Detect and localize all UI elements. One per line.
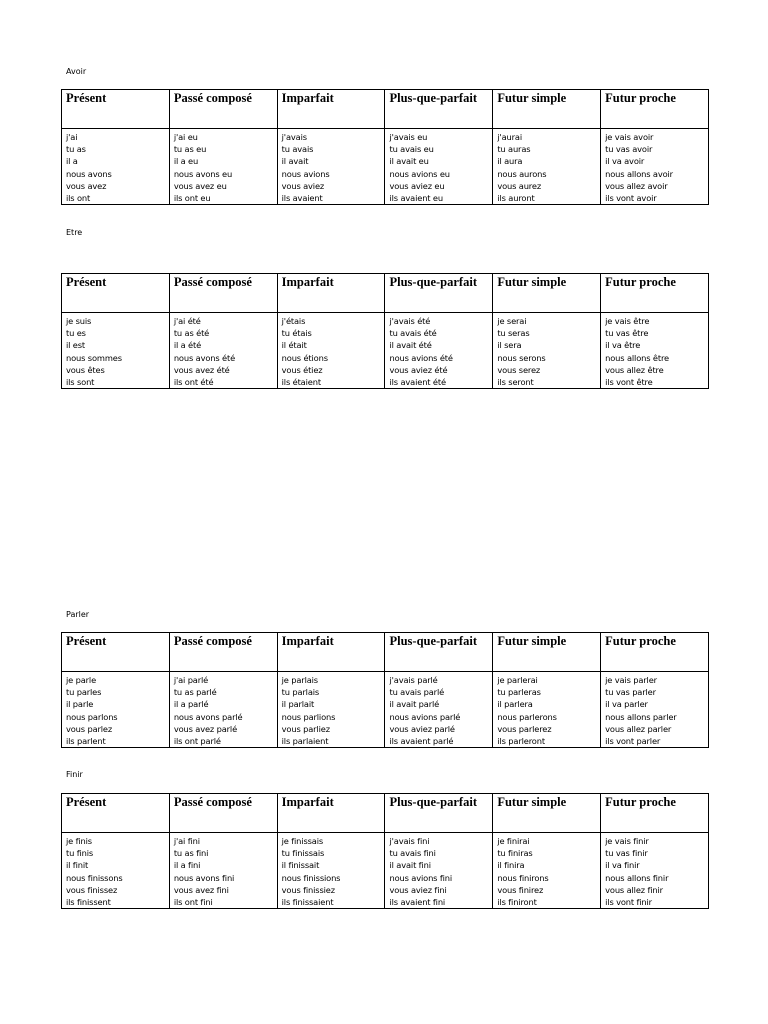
verb-form: nous parlons	[66, 711, 118, 722]
verb-form: vous avez été	[173, 364, 230, 375]
conjugation-cell	[62, 672, 170, 748]
tense-header-cell	[169, 794, 277, 833]
verb-form: il finissait	[281, 860, 320, 871]
tense-header: Présent	[66, 91, 107, 105]
verb-form: nous finissions	[281, 872, 341, 883]
tense-header-cell	[62, 90, 170, 129]
verb-form: tu avais été	[389, 328, 437, 339]
verb-form: il parlait	[281, 699, 315, 710]
tense-header-cell	[493, 90, 601, 129]
conjugation-cell	[169, 129, 277, 205]
verb-title-finir: Finir	[66, 770, 83, 779]
verb-form: tu as parlé	[173, 687, 217, 698]
verb-form: j'aurai	[497, 132, 522, 142]
verb-form: vous aviez fini	[389, 884, 447, 895]
conjugation-cell	[277, 833, 385, 909]
verb-form: tu as fini	[173, 848, 209, 859]
verb-form: il avait été	[389, 340, 432, 351]
conjugation-cell	[62, 833, 170, 909]
tense-header: Imparfait	[281, 795, 334, 809]
verb-form: tu vas être	[605, 328, 649, 339]
tense-header: Imparfait	[281, 275, 334, 289]
verb-form: j'ai été	[173, 316, 201, 326]
verb-form: tu vas avoir	[605, 144, 653, 155]
verb-form: il a eu	[173, 156, 199, 167]
verb-form: je finissais	[281, 836, 324, 846]
verb-form: je finirai	[497, 836, 530, 846]
conjugation-cell	[493, 833, 601, 909]
tense-header-cell	[277, 274, 385, 313]
conjugation-cell	[493, 129, 601, 205]
verb-form: ils avaient été	[389, 377, 446, 388]
verb-form: ils ont parlé	[173, 736, 221, 747]
verb-form: il va parler	[605, 699, 648, 710]
verb-title-parler: Parler	[66, 610, 90, 619]
verb-form: tu parles	[66, 687, 102, 698]
verb-form: vous finissez	[66, 884, 118, 895]
verb-form: tu avais parlé	[389, 687, 445, 698]
verb-form: vous étiez	[281, 364, 323, 375]
conjugation-cell	[62, 313, 170, 389]
verb-form: nous finissons	[66, 872, 123, 883]
verb-form: il a parlé	[173, 699, 209, 710]
table-body-row	[62, 672, 709, 748]
table-body-row	[62, 833, 709, 909]
verb-form: tu avais fini	[389, 848, 436, 859]
verb-form: ils parleront	[497, 736, 545, 747]
verb-form: il a fini	[173, 860, 201, 871]
verb-form: vous aurez	[497, 180, 542, 191]
verb-form: vous allez avoir	[605, 180, 668, 191]
conjugation-cell	[493, 672, 601, 748]
verb-form: ils vont finir	[605, 897, 652, 908]
conjugation-cell	[601, 833, 709, 909]
verb-title-etre: Etre	[66, 228, 83, 237]
tense-header: Futur proche	[605, 275, 676, 289]
conjugation-cell	[385, 129, 493, 205]
verb-form: nous allons être	[605, 352, 669, 363]
verb-form: je suis	[66, 316, 92, 326]
tense-header: Futur simple	[497, 91, 567, 105]
tense-header-cell	[169, 633, 277, 672]
tense-header: Présent	[66, 275, 107, 289]
verb-form: nous finirons	[497, 872, 549, 883]
verb-form: nous avions	[281, 168, 330, 179]
verb-form: ils ont	[66, 193, 91, 204]
conjugation-cell	[62, 129, 170, 205]
verb-form: ils auront	[497, 193, 535, 204]
verb-form: nous avons eu	[173, 168, 233, 179]
verb-form: ils finiront	[497, 897, 537, 908]
tense-header-cell	[493, 274, 601, 313]
verb-form: nous avons parlé	[173, 711, 243, 722]
verb-form: ils avaient fini	[389, 897, 446, 908]
verb-form: ils finissent	[66, 897, 111, 908]
verb-form: tu as	[66, 144, 86, 155]
conjugation-cell	[601, 129, 709, 205]
conjugation-cell	[601, 672, 709, 748]
verb-form: je vais finir	[605, 836, 649, 846]
tense-header-cell	[601, 794, 709, 833]
verb-form: il va finir	[605, 860, 640, 871]
tense-header-cell	[277, 633, 385, 672]
verb-form: nous allons avoir	[605, 168, 673, 179]
conjugation-cell	[493, 313, 601, 389]
verb-form: il finit	[66, 860, 89, 871]
verb-form: tu seras	[497, 328, 530, 339]
verb-form: tu auras	[497, 144, 531, 155]
verb-form: j'ai eu	[173, 132, 198, 142]
table-body-row	[62, 129, 709, 205]
verb-form: il avait fini	[389, 860, 431, 871]
verb-form: tu étais	[281, 328, 312, 339]
tense-header-cell	[62, 633, 170, 672]
tense-header: Plus-que-parfait	[389, 795, 477, 809]
verb-form: je vais parler	[605, 675, 657, 685]
tense-header: Passé composé	[173, 91, 252, 105]
verb-form: ils seront	[497, 377, 534, 388]
verb-form: nous parlerons	[497, 711, 557, 722]
tense-header: Passé composé	[173, 634, 252, 648]
verb-form: nous étions	[281, 352, 328, 363]
verb-form: j'ai fini	[173, 836, 200, 846]
tense-header-cell	[601, 274, 709, 313]
conjugation-cell	[385, 672, 493, 748]
conjugation-table-avoir	[61, 89, 709, 205]
verb-form: vous aviez eu	[389, 180, 445, 191]
tense-header: Passé composé	[173, 275, 252, 289]
verb-form: nous serons	[497, 352, 546, 363]
verb-form: j'avais été	[389, 316, 431, 326]
verb-form: j'étais	[281, 316, 306, 326]
tense-header: Futur proche	[605, 634, 676, 648]
verb-form: tu finiras	[497, 848, 533, 859]
verb-form: nous avons fini	[173, 872, 235, 883]
table-body-row	[62, 313, 709, 389]
verb-form: je serai	[497, 316, 527, 326]
conjugation-cell	[169, 672, 277, 748]
tense-header: Imparfait	[281, 91, 334, 105]
tense-header: Passé composé	[173, 795, 252, 809]
conjugation-cell	[169, 313, 277, 389]
verb-form: j'avais eu	[389, 132, 428, 142]
verb-form: tu finissais	[281, 848, 325, 859]
verb-form: tu as été	[173, 328, 210, 339]
verb-form: il sera	[497, 340, 522, 351]
tense-header-cell	[385, 633, 493, 672]
verb-form: vous êtes	[66, 364, 105, 375]
verb-form: vous parlerez	[497, 723, 552, 734]
verb-form: il va avoir	[605, 156, 645, 167]
verb-form: vous parliez	[281, 723, 330, 734]
tense-header-cell	[493, 794, 601, 833]
verb-form: tu parlais	[281, 687, 320, 698]
verb-form: vous allez être	[605, 364, 664, 375]
verb-form: je finis	[66, 836, 92, 846]
verb-form: il était	[281, 340, 307, 351]
verb-form: je parle	[66, 675, 97, 685]
verb-form: vous aviez parlé	[389, 723, 455, 734]
verb-form: il parle	[66, 699, 94, 710]
verb-form: ils avaient eu	[389, 193, 443, 204]
verb-form: tu avais eu	[389, 144, 434, 155]
verb-form: nous avions été	[389, 352, 453, 363]
verb-form: tu finis	[66, 848, 94, 859]
verb-form: je vais être	[605, 316, 650, 326]
verb-form: j'ai parlé	[173, 675, 209, 685]
verb-form: nous avions parlé	[389, 711, 461, 722]
verb-form: tu avais	[281, 144, 314, 155]
table-header-row	[62, 90, 709, 129]
verb-form: nous avions fini	[389, 872, 453, 883]
tense-header-cell	[385, 90, 493, 129]
verb-form: ils avaient	[281, 193, 323, 204]
verb-form: nous aurons	[497, 168, 547, 179]
tense-header: Plus-que-parfait	[389, 91, 477, 105]
tense-header-cell	[62, 274, 170, 313]
verb-form: vous allez parler	[605, 723, 672, 734]
tense-header-cell	[62, 794, 170, 833]
conjugation-cell	[601, 313, 709, 389]
tense-header: Futur proche	[605, 795, 676, 809]
verb-title-avoir: Avoir	[66, 67, 87, 76]
verb-form: ils vont avoir	[605, 193, 657, 204]
verb-form: j'ai	[66, 132, 78, 142]
verb-form: vous aviez	[281, 180, 325, 191]
verb-form: tu parleras	[497, 687, 541, 698]
verb-form: il a été	[173, 340, 202, 351]
verb-form: je parlerai	[497, 675, 538, 685]
verb-form: vous finirez	[497, 884, 544, 895]
tense-header-cell	[277, 794, 385, 833]
tense-header: Futur proche	[605, 91, 676, 105]
tense-header-cell	[169, 90, 277, 129]
tense-header-cell	[493, 633, 601, 672]
verb-form: nous allons finir	[605, 872, 669, 883]
verb-form: je vais avoir	[605, 132, 654, 142]
verb-form: vous allez finir	[605, 884, 663, 895]
verb-form: il va être	[605, 340, 641, 351]
verb-form: tu vas parler	[605, 687, 656, 698]
tense-header-cell	[385, 274, 493, 313]
conjugation-table-parler	[61, 632, 709, 748]
conjugation-table-finir	[61, 793, 709, 909]
verb-form: il parlera	[497, 699, 533, 710]
verb-form: vous aviez été	[389, 364, 448, 375]
tense-header: Futur simple	[497, 634, 567, 648]
verb-form: ils étaient	[281, 377, 321, 388]
verb-form: vous avez	[66, 180, 107, 191]
verb-form: ils avaient parlé	[389, 736, 454, 747]
verb-form: nous avons	[66, 168, 112, 179]
tense-header: Présent	[66, 795, 107, 809]
verb-form: ils parlent	[66, 736, 106, 747]
verb-form: vous avez eu	[173, 180, 227, 191]
verb-form: nous avons été	[173, 352, 236, 363]
table-header-row	[62, 274, 709, 313]
verb-form: ils finissaient	[281, 897, 334, 908]
verb-form: tu es	[66, 328, 86, 339]
verb-form: vous finissiez	[281, 884, 335, 895]
verb-form: vous avez parlé	[173, 723, 238, 734]
verb-form: il a	[66, 156, 78, 167]
verb-form: ils vont parler	[605, 736, 661, 747]
verb-form: nous sommes	[66, 352, 122, 363]
conjugation-cell	[277, 672, 385, 748]
verb-form: nous parlions	[281, 711, 336, 722]
tense-header: Présent	[66, 634, 107, 648]
verb-form: il avait	[281, 156, 309, 167]
verb-form: il avait eu	[389, 156, 429, 167]
verb-form: ils parlaient	[281, 736, 329, 747]
verb-form: il finira	[497, 860, 525, 871]
verb-form: nous allons parler	[605, 711, 677, 722]
verb-form: vous parlez	[66, 723, 113, 734]
conjugation-cell	[169, 833, 277, 909]
verb-form: il est	[66, 340, 86, 351]
verb-form: vous serez	[497, 364, 541, 375]
verb-form: ils ont fini	[173, 897, 213, 908]
tense-header-cell	[601, 90, 709, 129]
verb-form: ils ont été	[173, 377, 214, 388]
verb-form: j'avais fini	[389, 836, 430, 846]
table-header-row	[62, 794, 709, 833]
verb-form: ils vont être	[605, 377, 653, 388]
verb-form: ils ont eu	[173, 193, 211, 204]
tense-header-cell	[385, 794, 493, 833]
conjugation-table-etre	[61, 273, 709, 389]
verb-form: il avait parlé	[389, 699, 440, 710]
conjugation-cell	[277, 129, 385, 205]
tense-header-cell	[169, 274, 277, 313]
tense-header: Plus-que-parfait	[389, 275, 477, 289]
verb-form: il aura	[497, 156, 523, 167]
verb-form: vous avez fini	[173, 884, 229, 895]
verb-form: ils sont	[66, 377, 95, 388]
verb-form: je parlais	[281, 675, 318, 685]
tense-header: Futur simple	[497, 795, 567, 809]
tense-header: Imparfait	[281, 634, 334, 648]
conjugation-cell	[277, 313, 385, 389]
verb-form: tu as eu	[173, 144, 207, 155]
tense-header-cell	[277, 90, 385, 129]
verb-form: j'avais parlé	[389, 675, 438, 685]
tense-header-cell	[601, 633, 709, 672]
conjugation-cell	[385, 833, 493, 909]
verb-form: tu vas finir	[605, 848, 648, 859]
verb-form: j'avais	[281, 132, 307, 142]
conjugation-cell	[385, 313, 493, 389]
tense-header: Plus-que-parfait	[389, 634, 477, 648]
table-header-row	[62, 633, 709, 672]
tense-header: Futur simple	[497, 275, 567, 289]
verb-form: nous avions eu	[389, 168, 450, 179]
